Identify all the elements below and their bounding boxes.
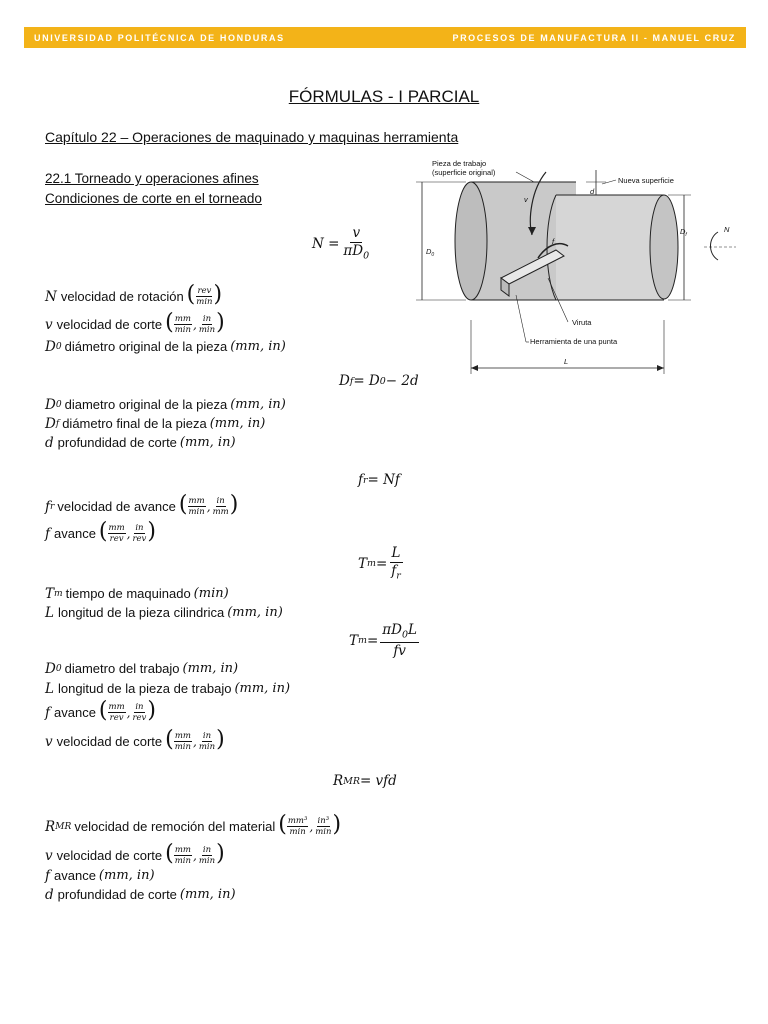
definition-unit: ( mm min , in min ) — [165, 727, 225, 752]
definition-symbol-subscript: 0 — [55, 400, 62, 410]
page-title: FÓRMULAS - I PARCIAL — [288, 87, 480, 106]
definition-g1-2 — [45, 338, 286, 356]
definition-g2-2 — [45, 434, 236, 452]
definition-g4-1 — [45, 604, 283, 622]
definition-symbol: d — [45, 887, 54, 903]
definition-unit: (mm, in) — [230, 397, 286, 412]
definition-text: profundidad de corte — [57, 435, 177, 450]
definition-symbol: f — [45, 525, 50, 542]
definition-symbol: D — [45, 397, 56, 413]
definition-g1-1 — [45, 310, 225, 335]
definition-unit: ( mm rev , in rev ) — [98, 698, 156, 723]
header-banner — [24, 27, 746, 48]
formula-final-diameter: D f = D 0 − 2d — [339, 373, 419, 389]
definition-g5-0 — [45, 660, 238, 678]
label-single-point-tool: Herramienta de una punta — [530, 337, 618, 346]
definition-symbol: d — [45, 435, 54, 451]
definition-g5-3 — [45, 727, 225, 752]
definition-symbol: D — [45, 339, 56, 355]
definition-unit: (mm, in) — [227, 605, 283, 620]
definition-unit: (mm, in) — [98, 868, 155, 883]
definition-text: diámetro final de la pieza — [62, 416, 207, 431]
definition-unit: (min) — [193, 586, 229, 601]
definition-unit: (mm, in) — [230, 339, 286, 354]
definition-symbol: N — [45, 288, 57, 305]
definition-g6-3 — [45, 886, 236, 904]
definition-unit: ( mm min , in mm ) — [178, 492, 239, 517]
definition-unit: (mm, in) — [234, 681, 291, 696]
definition-g3-1 — [45, 519, 156, 544]
label-n: N — [724, 225, 730, 234]
definition-symbol: v — [45, 847, 53, 864]
definition-text: longitud de la pieza de trabajo — [57, 681, 232, 696]
definition-symbol: f — [45, 498, 50, 515]
definition-text: velocidad de remoción del material — [74, 818, 276, 834]
header-university: UNIVERSIDAD POLITÉCNICA DE HONDURAS — [34, 32, 285, 43]
definition-symbol-subscript: f — [55, 419, 60, 429]
label-l: L — [564, 357, 569, 366]
definition-g3-0 — [45, 492, 239, 517]
subsection-heading: Condiciones de corte en el torneado — [45, 191, 262, 206]
definition-unit: ( mm rev , in rev ) — [98, 519, 156, 544]
definition-text: velocidad de corte — [56, 316, 163, 332]
definition-text: avance — [54, 525, 96, 541]
definition-unit: ( mm min , in min ) — [165, 841, 225, 866]
definition-symbol: R — [45, 818, 56, 835]
formula-rotation-speed: N = $\frac{v}{\pi D_0}$ — [312, 225, 370, 262]
definition-symbol: f — [45, 704, 50, 721]
header-course: PROCESOS DE MANUFACTURA II - MANUEL CRUZ — [452, 32, 736, 43]
label-workpiece: Pieza de trabajo — [432, 159, 487, 168]
formula-feed-rate: f r = Nf — [358, 472, 400, 488]
definition-g6-1 — [45, 841, 225, 866]
definition-g6-2 — [45, 867, 155, 885]
chapter-heading: Capítulo 22 – Operaciones de maquinado y maquinas herramienta — [45, 129, 459, 145]
definition-text: diametro del trabajo — [64, 661, 180, 676]
definition-g6-0 — [45, 812, 342, 837]
definition-unit: ( rev min ) — [186, 282, 223, 307]
definition-unit: (mm, in) — [179, 435, 236, 450]
definition-unit: (mm, in) — [182, 661, 239, 676]
definition-text: velocidad de rotación — [60, 288, 184, 304]
definition-text: avance — [54, 868, 96, 883]
definition-text: profundidad de corte — [57, 887, 177, 902]
definition-unit: (mm, in) — [179, 887, 236, 902]
definition-symbol: f — [45, 868, 50, 884]
definition-symbol: v — [45, 733, 53, 750]
definition-g5-2 — [45, 698, 156, 723]
label-d0: $D_0$ — [426, 247, 435, 258]
definition-g2-0 — [45, 396, 286, 414]
label-chip: Viruta — [572, 318, 592, 327]
definition-unit: ( mm³ min , in³ min ) — [278, 812, 342, 837]
definition-text: velocidad de corte — [56, 847, 163, 863]
definition-symbol: T — [45, 586, 55, 602]
definition-g5-1 — [45, 680, 290, 698]
label-v: v — [524, 195, 528, 204]
label-df: $D_f$ — [680, 227, 687, 238]
definition-unit: (mm, in) — [209, 416, 266, 431]
definition-symbol-subscript: 0 — [55, 664, 62, 674]
definition-text: diámetro original de la pieza — [64, 339, 228, 354]
definition-symbol: D — [45, 661, 56, 677]
definition-text: longitud de la pieza cilindrica — [57, 605, 225, 620]
label-f: f — [552, 237, 555, 246]
definition-symbol-subscript: m — [54, 589, 63, 599]
label-original-surface: (superficie original) — [432, 168, 496, 177]
definition-symbol: D — [45, 416, 56, 432]
definition-text: tiempo de maquinado — [65, 586, 191, 601]
definition-g1-0 — [45, 282, 223, 307]
definition-text: velocidad de avance — [57, 498, 176, 514]
definition-text: avance — [54, 704, 96, 720]
definition-symbol: L — [45, 681, 54, 697]
label-d: d — [590, 187, 595, 196]
definition-symbol: v — [45, 316, 53, 333]
label-new-surface: Nueva superficie — [618, 176, 674, 185]
turning-diagram — [406, 150, 746, 380]
definition-unit: ( mm min , in min ) — [165, 310, 225, 335]
definition-symbol: L — [45, 605, 54, 621]
definition-symbol-subscript: 0 — [55, 342, 62, 352]
definition-g2-1 — [45, 415, 265, 433]
formula-machining-time-expanded: T m = $\frac{\pi D_0L}{fv}$ — [349, 622, 417, 659]
definition-g4-0 — [45, 585, 229, 603]
definition-text: velocidad de corte — [56, 733, 163, 749]
formula-material-removal-rate: R MR = vfd — [333, 773, 397, 789]
definition-text: diametro original de la pieza — [64, 397, 228, 412]
definition-symbol-subscript: MR — [55, 821, 72, 832]
formula-machining-time: T m = $\frac{L}{f_r}$ — [358, 545, 401, 582]
section-heading: 22.1 Torneado y operaciones afines — [45, 171, 259, 186]
definition-symbol-subscript: r — [50, 501, 55, 512]
